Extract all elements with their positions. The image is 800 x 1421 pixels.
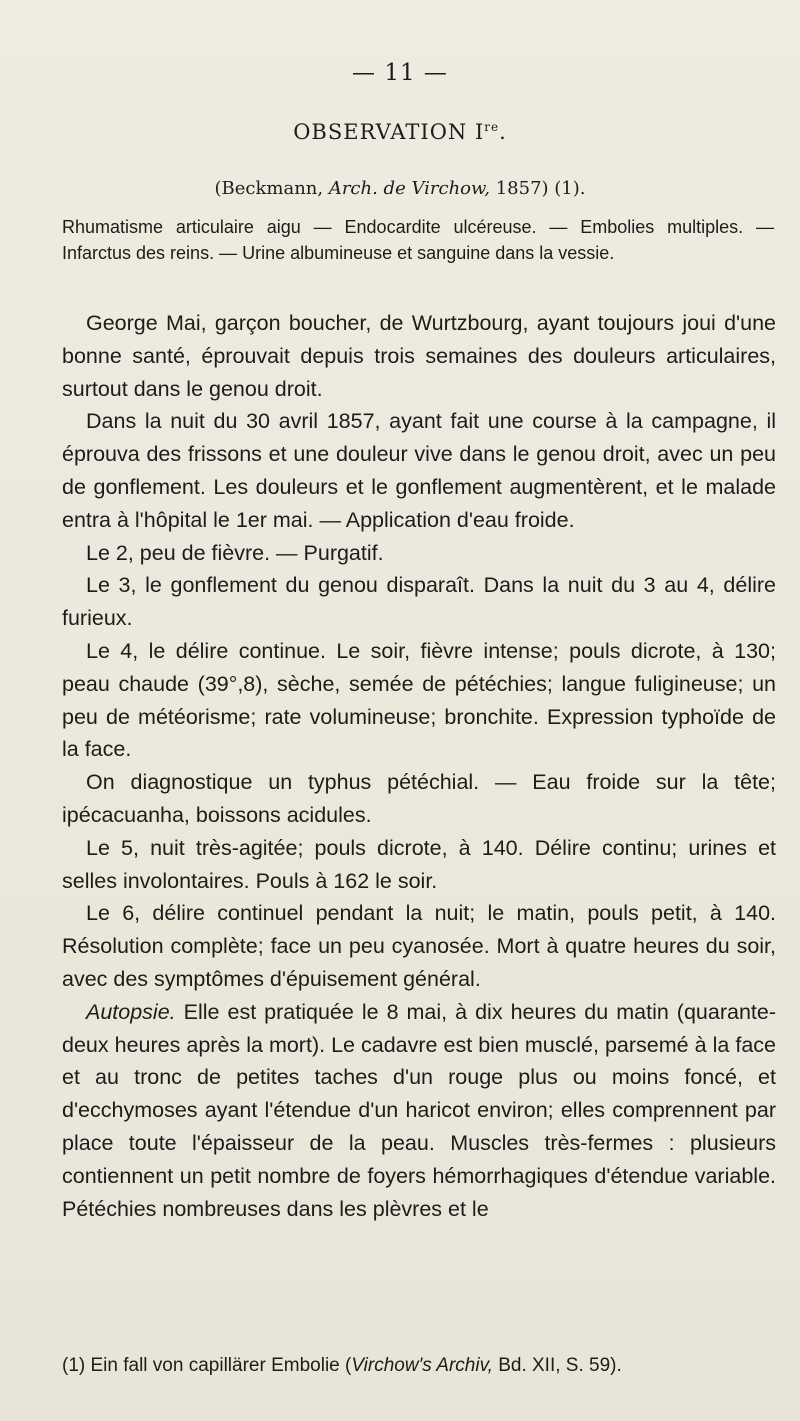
case-report-body — [62, 307, 776, 1225]
source-journal: Arch. de Virchow, — [328, 178, 490, 199]
footnote-open: (1) Ein fall von capillärer Embolie ( — [62, 1355, 352, 1376]
paragraph: Dans la nuit du 30 avril 1857, ayant fait une course à la campagne, il éprouva des frissons et une douleur vive dans le genou droit, avec un peu de gonflement. Les douleurs et le gonflement augmentèrent, et le malade entra à l'hôpital le 1er mai. — Application d'eau froide. — [62, 409, 776, 532]
autopsy-paragraph — [62, 996, 776, 1226]
paragraph: Le 3, le gonflement du genou disparaît. Dans la nuit du 3 au 4, délire furieux. — [62, 573, 776, 631]
observation-title-superscript: re — [484, 120, 500, 134]
source-close: 1857) (1). — [490, 178, 586, 199]
observation-title-period: . — [499, 120, 507, 144]
source-open: (Beckmann, — [214, 178, 329, 199]
paragraph: On diagnostique un typhus pétéchial. — Eau froide sur la tête; ipécacuanha, boissons acidules. — [62, 770, 776, 827]
paragraph: Le 4, le délire continue. Le soir, fièvre intense; pouls dicrote, à 130; peau chaude (39°,8), sèche, semée de pétéchies; langue fuligineuse; un peu de météorisme; rate volumineuse; bronchite. Expression typhoïde de la face. — [62, 638, 776, 762]
source-citation — [0, 178, 800, 199]
paragraph: Le 6, délire continuel pendant la nuit; le matin, pouls petit, à 140. Résolution complète; face un peu cyanosée. Mort à quatre heures du soir, avec des symptômes d'épuisement général. — [62, 901, 776, 991]
page-number: — 11 — — [352, 60, 448, 86]
autopsy-text: Elle est pratiquée le 8 mai, à dix heures du matin (quarante-deux heures après la mort). Le cadavre est bien musclé, parsemé à la face et au tronc de petites taches d'un rouge plus ou moins foncé, et d'ecchymoses ayant l'étendue d'un haricot environ; elles comprennent par place toute l'épaisseur de la peau. Muscles très-fermes : plusieurs contiennent un petit nombre de foyers hémorrhagiques d'étendue variable. Pétéchies nombreuses dans les plèvres et le — [62, 999, 776, 1221]
footnote-close: Bd. XII, S. 59). — [492, 1355, 622, 1376]
footnote — [62, 1354, 776, 1378]
paragraph: George Mai, garçon boucher, de Wurtzbourg, ayant toujours joui d'une bonne santé, éprouvait depuis trois semaines des douleurs articulaires, surtout dans le genou droit. — [62, 311, 776, 401]
footnote-journal: Virchow's Archiv, — [351, 1355, 493, 1376]
paragraph: Le 2, peu de fièvre. — Purgatif. — [86, 540, 384, 565]
observation-title-text: OBSERVATION I — [293, 120, 485, 144]
autopsy-label: Autopsie. — [86, 999, 176, 1024]
paragraph: Le 5, nuit très-agitée; pouls dicrote, à 140. Délire continu; urines et selles involontaires. Pouls à 162 le soir. — [62, 835, 776, 893]
observation-title — [0, 120, 800, 144]
case-summary: Rhumatisme articulaire aigu — Endocardite ulcéreuse. — Embolies multiples. — Infarctus des reins. — Urine albumineuse et sanguine dans la vessie. — [62, 217, 774, 263]
